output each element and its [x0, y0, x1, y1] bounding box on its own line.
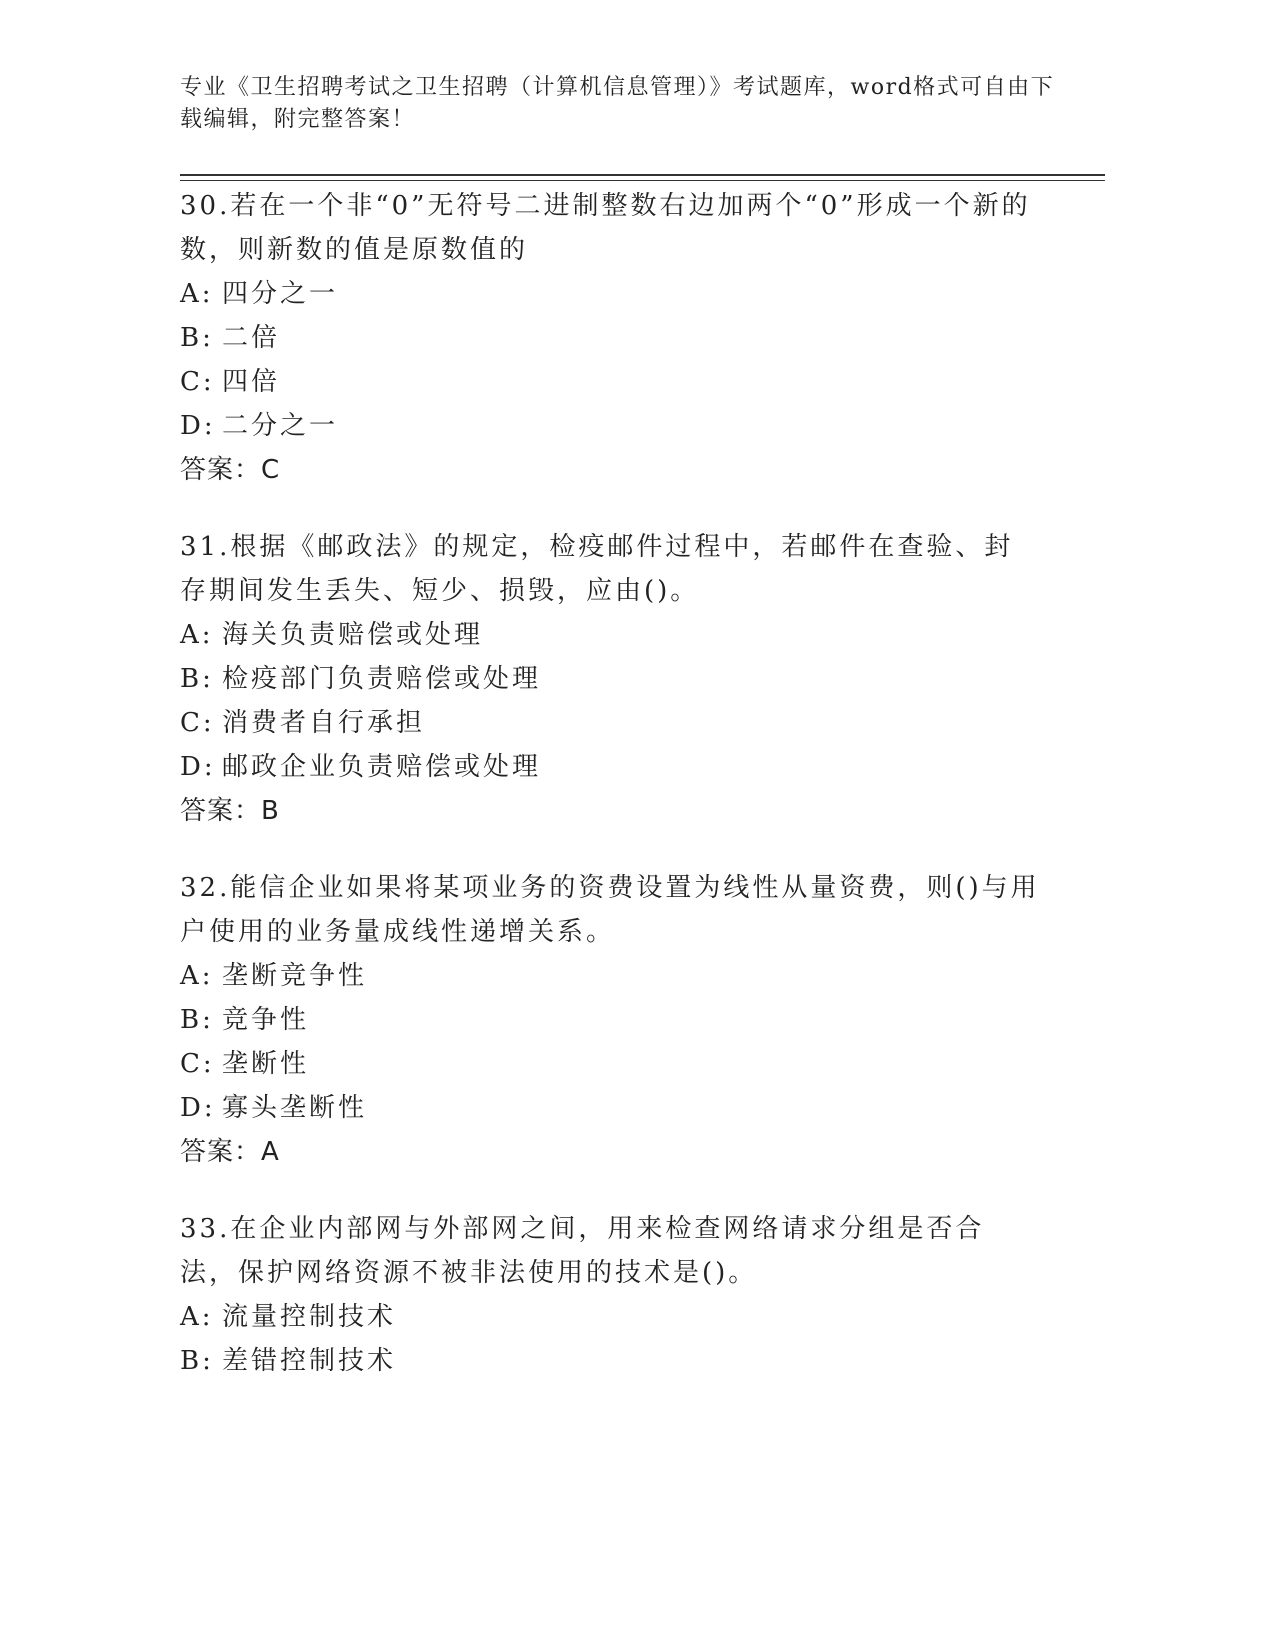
option-b — [180, 316, 1040, 360]
question-text: 30.若在一个非“0”无符号二进制整数右边加两个“0”形成一个新的数，则新数的值是原数值的 — [180, 191, 1031, 265]
option-text: 二分之一 — [222, 411, 339, 441]
option-text: 四分之一 — [222, 279, 339, 309]
option-letter: B: — [180, 323, 214, 353]
option-text: 垄断性 — [222, 1049, 310, 1079]
option-text: 垄断竞争性 — [222, 961, 368, 991]
option-text: 邮政企业负责赔偿或处理 — [222, 752, 542, 782]
question-30 — [180, 184, 1040, 492]
option-d — [180, 745, 1040, 789]
option-a — [180, 1295, 1040, 1339]
option-letter: C: — [180, 1049, 215, 1079]
option-letter: A: — [180, 961, 214, 991]
answer-line: 答案：C — [180, 455, 281, 485]
option-a — [180, 954, 1040, 998]
question-text: 31.根据《邮政法》的规定，检疫邮件过程中，若邮件在查验、封存期间发生丢失、短少、损毁，应由()。 — [180, 532, 1014, 606]
question-32 — [180, 866, 1040, 1174]
document-header: 专业《卫生招聘考试之卫生招聘（计算机信息管理）》考试题库，word格式可自由下载编辑，附完整答案！ — [180, 75, 1055, 132]
question-text: 33.在企业内部网与外部网之间，用来检查网络请求分组是否合法，保护网络资源不被非法使用的技术是()。 — [180, 1214, 985, 1288]
option-letter: C: — [180, 367, 215, 397]
option-b — [180, 657, 1040, 701]
header-divider-thick — [180, 174, 1105, 176]
option-a — [180, 272, 1040, 316]
option-c — [180, 701, 1040, 745]
question-31 — [180, 525, 1040, 833]
option-text: 四倍 — [222, 367, 281, 397]
option-c — [180, 1042, 1040, 1086]
option-text: 二倍 — [222, 323, 281, 353]
option-text: 海关负责赔偿或处理 — [222, 620, 484, 650]
option-c — [180, 360, 1040, 404]
question-text: 32.能信企业如果将某项业务的资费设置为线性从量资费，则()与用户使用的业务量成线性递增关系。 — [180, 873, 1040, 947]
option-letter: A: — [180, 279, 214, 309]
option-letter: A: — [180, 1302, 214, 1332]
header-divider-thin — [180, 180, 1105, 181]
question-list — [180, 184, 1040, 1416]
option-d — [180, 404, 1040, 448]
option-b — [180, 1339, 1040, 1383]
option-text: 竞争性 — [222, 1005, 310, 1035]
option-a — [180, 613, 1040, 657]
option-letter: C: — [180, 708, 215, 738]
option-text: 寡头垄断性 — [222, 1093, 368, 1123]
option-letter: B: — [180, 664, 214, 694]
answer-line: 答案：B — [180, 796, 280, 826]
option-letter: D: — [180, 1093, 216, 1123]
option-d — [180, 1086, 1040, 1130]
option-letter: B: — [180, 1005, 214, 1035]
option-letter: B: — [180, 1346, 214, 1376]
option-b — [180, 998, 1040, 1042]
option-text: 差错控制技术 — [222, 1346, 397, 1376]
question-33 — [180, 1207, 1040, 1383]
answer-line: 答案：A — [180, 1137, 280, 1167]
option-letter: D: — [180, 752, 216, 782]
option-letter: D: — [180, 411, 216, 441]
option-text: 流量控制技术 — [222, 1302, 397, 1332]
option-text: 消费者自行承担 — [222, 708, 426, 738]
option-letter: A: — [180, 620, 214, 650]
option-text: 检疫部门负责赔偿或处理 — [222, 664, 542, 694]
